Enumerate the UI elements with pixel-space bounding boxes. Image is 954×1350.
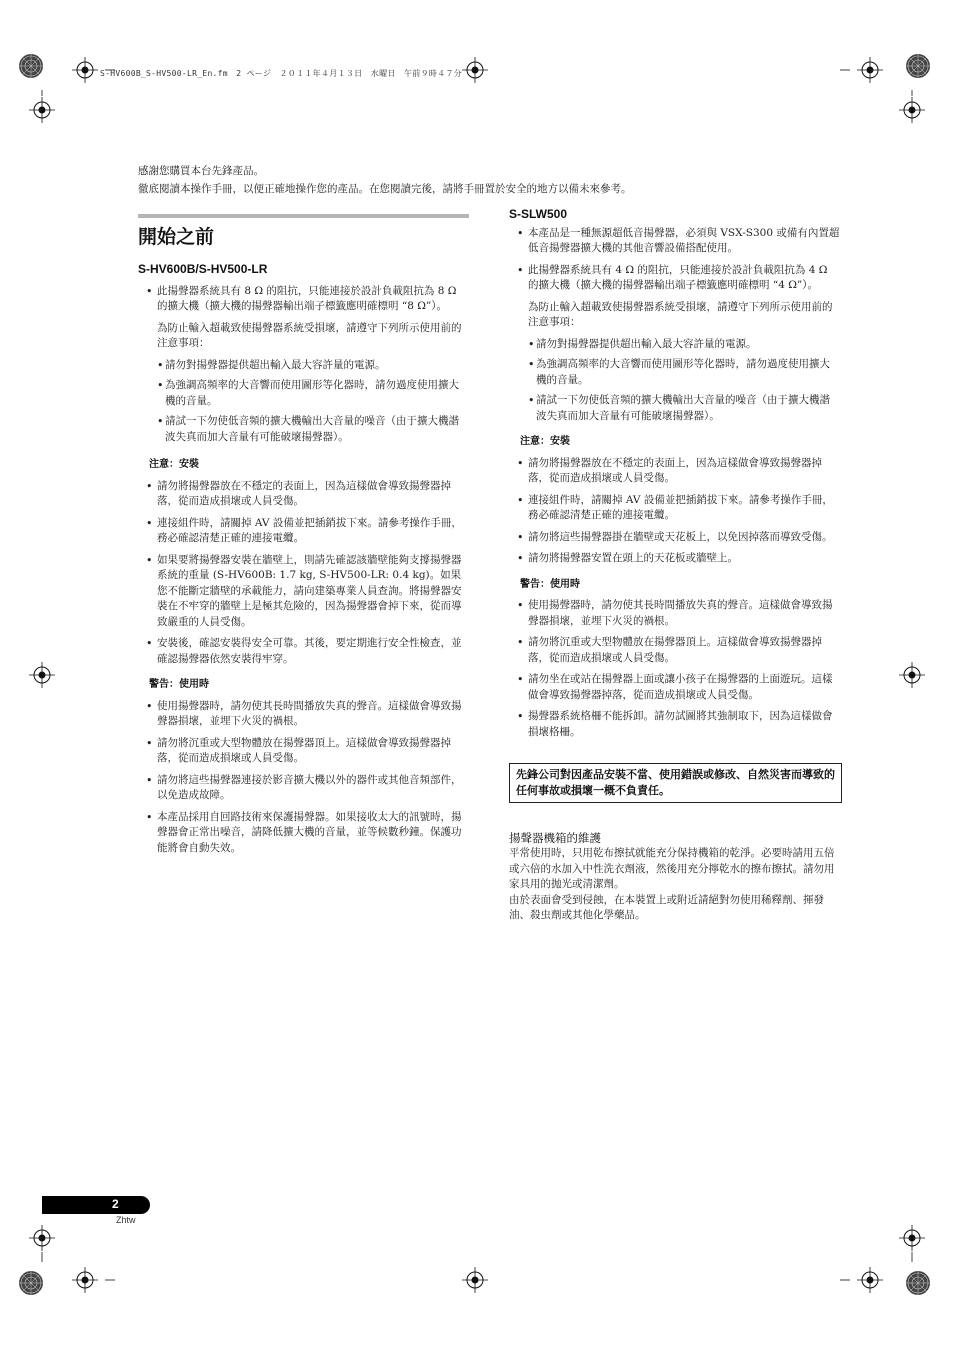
warning-list [138, 699, 469, 857]
warning-list [509, 598, 840, 740]
precaution-list [509, 337, 840, 425]
language-code: Zhtw [116, 1215, 136, 1225]
maintenance-text [509, 846, 842, 924]
list-item: • 請勿將這些揚聲器連接於影音擴大機以外的器件或其他音頻部件，以免造成故障。 [138, 773, 469, 804]
right-column [509, 207, 840, 746]
precaution-intro: 為防止輸入超載致使揚聲器系統受損壞，請遵守下列所示使用前的注意事項： [157, 321, 462, 349]
list-item: • 請勿坐在或站在揚聲器上面或讓小孩子在揚聲器的上面遊玩。這樣做會導致揚聲器掉落，從而造成損壞或人員受傷。 [509, 672, 840, 703]
precaution-intro: 為防止輸入超載致使揚聲器系統受損壞，請遵守下列所示使用前的注意事項： [528, 300, 833, 328]
list-item: • 使用揚聲器時，請勿使其長時間播放失真的聲音。這樣做會導致揚聲器損壞，並埋下火災的禍根。 [138, 699, 469, 730]
list-item: • 請勿將沉重或大型物體放在揚聲器頂上。這樣做會導致揚聲器掉落，從而造成損壞或人員受傷。 [509, 635, 840, 666]
list-item: • 本產品是一種無源超低音揚聲器，必須與 VSX-S300 或備有內置超低音揚聲器擴大機的其他音響設備搭配使用。 [509, 226, 840, 257]
list-item: • 安裝後，確認安裝得安全可靠。其後，要定期進行安全性檢查，並確認揚聲器依然安裝得牢穿。 [138, 636, 469, 667]
caution-heading: 注意：安裝 [149, 459, 199, 470]
list-item: • 本產品採用自回路技術來保護揚聲器。如果接收太大的訊號時，揚聲器會正常出噪音，請降低擴大機的音量，並等候數秒鐘。保護功能將會自動失效。 [138, 810, 469, 857]
list-item: • 請勿對揚聲器提供超出輸入最大容許量的電源。 [157, 358, 469, 374]
warning-heading: 警告：使用時 [520, 578, 580, 590]
left-column [138, 262, 469, 862]
caution-heading: 注意：安裝 [520, 436, 570, 447]
list-item: • 為強調高頻率的大音響而使用圖形等化器時，請勿過度使用擴大機的音量。 [528, 357, 840, 388]
list-item: • 請試一下勿使低音頻的擴大機輸出大音量的噪音（由于擴大機諧波失真而加大音量有可能破壞揚聲器）。 [528, 393, 840, 424]
list-item: • 如果要將揚聲器安裝在牆壁上，則請先確認該牆壁能夠支撐揚聲器系統的重量 (S-HV600B: 1.7 kg, S-HV500-LR: 0.4 kg)。如果您不能斷定牆壁的承載能力，請向建築專業人員查詢。將揚聲器安裝在不牢穿的牆壁上是極其危險的，因為揚聲器會掉下來，從而導致嚴重的人員受傷。 [138, 553, 469, 631]
maintenance-heading: 揚聲器機箱的維護 [509, 831, 601, 845]
maintenance-paragraph: 由於表面會受到侵蝕，在本裝置上或附近請絕對勿使用稀釋劑、揮發油、殺虫劑或其他化學藥品。 [509, 893, 824, 921]
intro-thanks: 感謝您購買本台先鋒產品。 [138, 165, 264, 177]
maintenance-paragraph: 平常使用時，只用乾布擦拭就能充分保持機箱的乾淨。必要時請用五倍或六倍的水加入中性洗衣劑液，然後用充分擰乾水的擦布擦拭。請勿用家具用的抛光或清潔劑。 [509, 847, 835, 890]
model-heading: S-SLW500 [509, 207, 568, 221]
page-number: 2 [112, 1197, 119, 1211]
section-divider [138, 214, 469, 218]
page-number-tab [42, 1196, 150, 1214]
list-item: • 連接組件時，請關掉 AV 設備並把插銷拔下來。請參考操作手冊，務必確認清楚正確的連接電纜。 [138, 516, 469, 547]
list-item: • 請勿對揚聲器提供超出輸入最大容許量的電源。 [528, 337, 840, 353]
list-item: • 使用揚聲器時，請勿使其長時間播放失真的聲音。這樣做會導致揚聲器損壞，並埋下火災的禍根。 [509, 598, 840, 629]
impedance-list [138, 284, 469, 315]
list-item: • 此揚聲器系統具有 8 Ω 的阻抗，只能連接於設計負載阻抗為 8 Ω 的擴大機（擴大機的揚聲器輸出端子標籤應明確標明 “8 Ω”）。 [138, 284, 469, 315]
impedance-list [509, 226, 840, 294]
list-item: • 請試一下勿使低音頻的擴大機輸出大音量的噪音（由于擴大機諧波失真而加大音量有可能破壞揚聲器）。 [157, 414, 469, 445]
list-item: • 揚聲器系統格柵不能拆卸。請勿試圖將其強制取下，因為這樣做會損壞格柵。 [509, 709, 840, 740]
file-header: S-HV600B_S-HV500-LR_En.fm 2 ページ ２０１１年４月１３日 水曜日 午前９時４７分 [100, 69, 463, 78]
list-item: • 請勿將揚聲器安置在頭上的天花板或牆壁上。 [509, 551, 840, 567]
caution-list [138, 479, 469, 668]
warning-heading: 警告：使用時 [149, 679, 209, 690]
list-item: • 連接組件時，請關掉 AV 設備並把插銷拔下來。請參考操作手冊，務必確認清楚正確的連接電纜。 [509, 493, 840, 524]
section-title: 開始之前 [138, 226, 215, 248]
caution-list [509, 456, 840, 567]
liability-notice: 先鋒公司對因產品安裝不當、使用錯誤或修改、自然災害而導致的任何事故或損壞一概不負責任。 [509, 763, 842, 803]
list-item: • 為強調高頻率的大音響而使用圖形等化器時，請勿過度使用擴大機的音量。 [157, 378, 469, 409]
list-item: • 請勿將揚聲器放在不穩定的表面上，因為這樣做會導致揚聲器掉落，從而造成損壞或人員受傷。 [138, 479, 469, 510]
list-item: • 此揚聲器系統具有 4 Ω 的阻抗，只能連接於設計負載阻抗為 4 Ω 的擴大機（擴大機的揚聲器輸出端子標籤應明確標明 “4 Ω”）。 [509, 263, 840, 294]
list-item: • 請勿將揚聲器放在不穩定的表面上，因為這樣做會導致揚聲器掉落，從而造成損壞或人員受傷。 [509, 456, 840, 487]
precaution-list [138, 358, 469, 446]
model-heading: S-HV600B/S-HV500-LR [138, 262, 268, 276]
list-item: • 請勿將這些揚聲器掛在牆壁或天花板上，以免因掉落而導致受傷。 [509, 530, 840, 546]
intro-instructions: 徹底閱讀本操作手冊，以便正確地操作您的產品。在您閱讀完後，請將手冊置於安全的地方以備未來參考。 [138, 183, 632, 195]
list-item: • 請勿將沉重或大型物體放在揚聲器頂上。這樣做會導致揚聲器掉落，從而造成損壞或人員受傷。 [138, 736, 469, 767]
